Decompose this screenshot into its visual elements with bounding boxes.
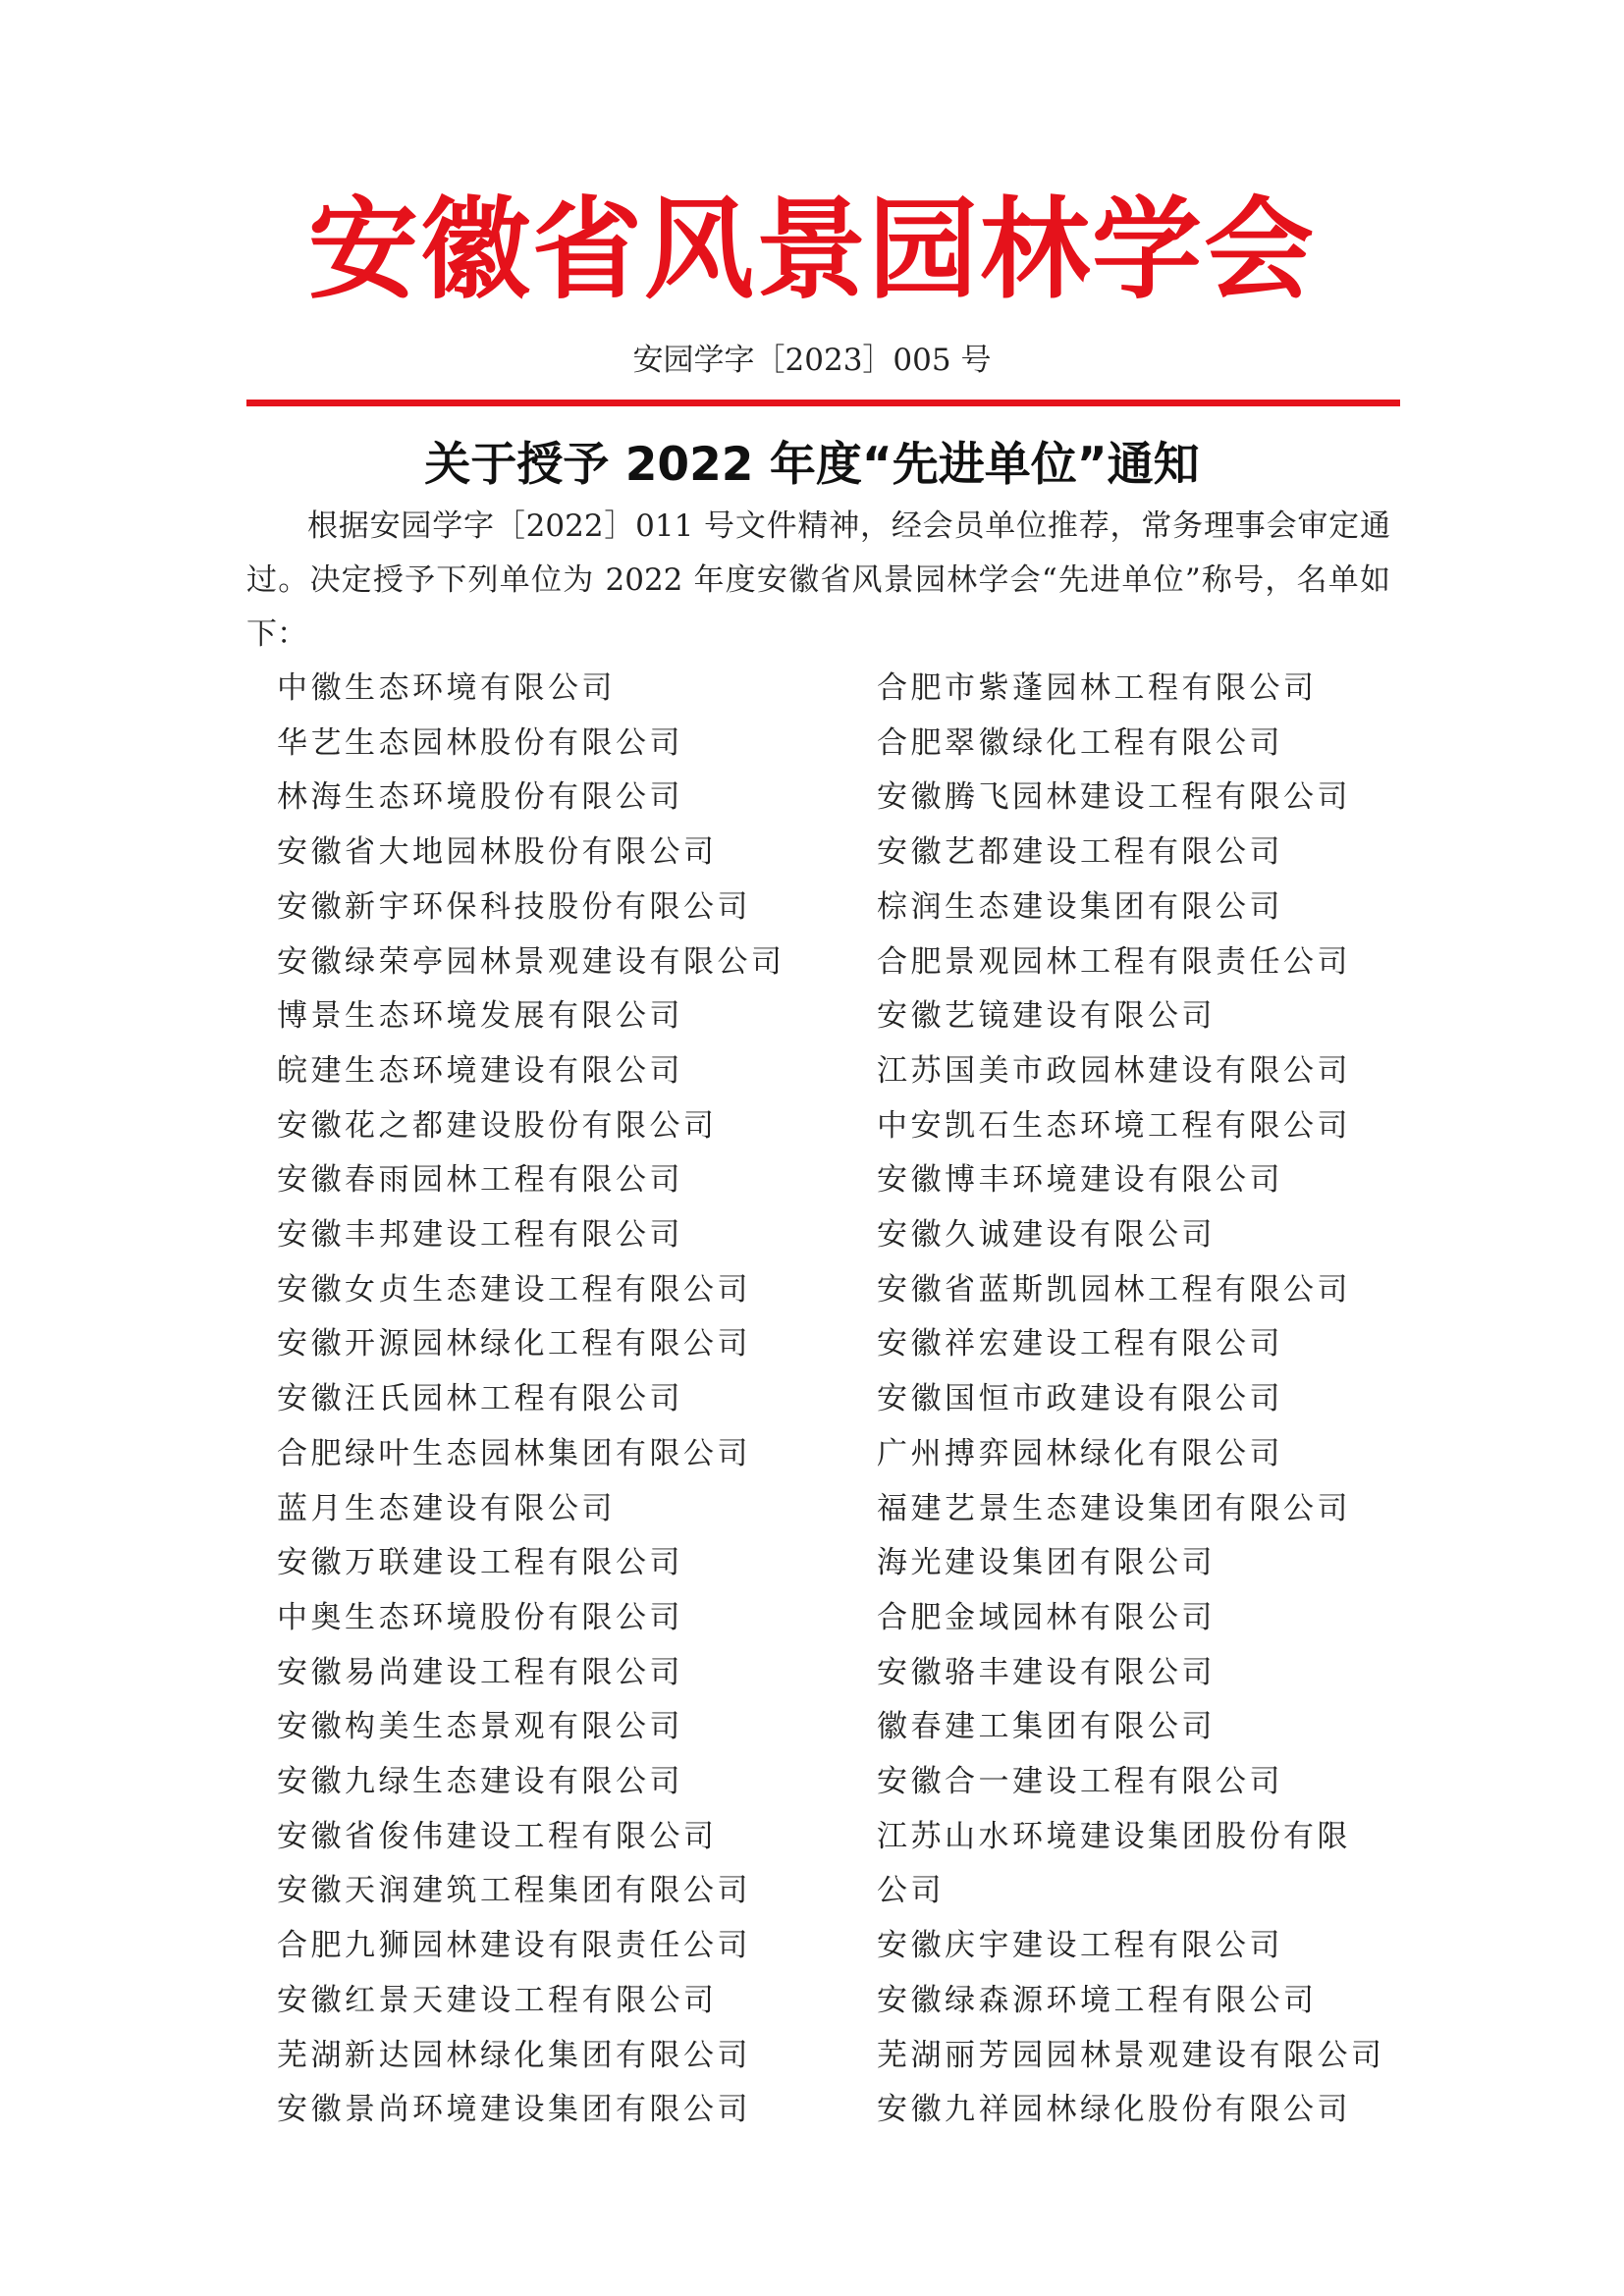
- unit-list-item: 博景生态环境发展有限公司: [277, 998, 683, 1035]
- unit-list-item: 安徽汪氏园林工程有限公司: [277, 1381, 683, 1417]
- unit-list-item: 华艺生态园林股份有限公司: [277, 724, 683, 761]
- unit-list-item: 安徽合一建设工程有限公司: [877, 1764, 1283, 1800]
- unit-list-item: 中安凯石生态环境工程有限公司: [877, 1107, 1351, 1144]
- unit-list-item: 安徽绿森源环境工程有限公司: [877, 1982, 1318, 2018]
- unit-list-item: 安徽省大地园林股份有限公司: [277, 834, 718, 871]
- unit-list-item: 林海生态环境股份有限公司: [277, 779, 683, 816]
- masthead-org-name: 安徽省风景园林学会: [308, 187, 1316, 314]
- unit-list-item: 安徽庆宇建设工程有限公司: [877, 1928, 1283, 1964]
- unit-list-item-continuation: 公司: [877, 1873, 945, 1909]
- unit-list-item: 合肥翠徽绿化工程有限公司: [877, 724, 1283, 761]
- unit-list-item: 安徽省俊伟建设工程有限公司: [277, 1818, 718, 1854]
- unit-list-item: 合肥市紫蓬园林工程有限公司: [877, 670, 1318, 706]
- unit-list-item: 安徽艺镜建设有限公司: [877, 998, 1216, 1035]
- unit-list-item: 安徽省蓝斯凯园林工程有限公司: [877, 1271, 1351, 1308]
- unit-list-item: 福建艺景生态建设集团有限公司: [877, 1490, 1351, 1526]
- unit-list-item: 芜湖新达园林绿化集团有限公司: [277, 2037, 751, 2073]
- unit-list-item: 棕润生态建设集团有限公司: [877, 888, 1283, 925]
- unit-list-item: 中奥生态环境股份有限公司: [277, 1599, 683, 1635]
- notice-intro-paragraph: 根据安园学字［2022］011 号文件精神，经会员单位推荐，常务理事会审定通过。决定授予下列单位为 2022 年度安徽省风景园林学会“先进单位”称号，名单如下：: [246, 508, 1390, 652]
- unit-list-item: 江苏山水环境建设集团股份有限: [877, 1818, 1351, 1854]
- unit-list-item: 安徽丰邦建设工程有限公司: [277, 1217, 683, 1254]
- header-divider: [246, 400, 1400, 406]
- unit-list-item: 海光建设集团有限公司: [877, 1545, 1216, 1581]
- document-number: 安园学字［2023］005 号: [632, 343, 992, 378]
- unit-list-item: 安徽开源园林绿化工程有限公司: [277, 1326, 751, 1362]
- unit-list-item: 安徽九祥园林绿化股份有限公司: [877, 2092, 1351, 2128]
- unit-list-item: 安徽万联建设工程有限公司: [277, 1545, 683, 1581]
- units-list-right: [877, 662, 1407, 2138]
- unit-list-item: 安徽艺都建设工程有限公司: [877, 834, 1283, 871]
- unit-list-item: 江苏国美市政园林建设有限公司: [877, 1052, 1351, 1089]
- unit-list-item: 蓝月生态建设有限公司: [277, 1490, 616, 1526]
- unit-list-item: 安徽天润建筑工程集团有限公司: [277, 1873, 751, 1909]
- unit-list-item: 芜湖丽芳园园林景观建设有限公司: [877, 2037, 1385, 2073]
- unit-list-item: 安徽景尚环境建设集团有限公司: [277, 2092, 751, 2128]
- unit-list-item: 安徽绿荣亭园林景观建设有限公司: [277, 943, 785, 980]
- unit-list-item: 安徽腾飞园林建设工程有限公司: [877, 779, 1351, 816]
- unit-list-item: 安徽花之都建设股份有限公司: [277, 1107, 718, 1144]
- notice-title: 关于授予 2022 年度“先进单位”通知: [424, 438, 1200, 492]
- unit-list-item: 安徽久诚建设有限公司: [877, 1217, 1216, 1254]
- unit-list-item: 安徽构美生态景观有限公司: [277, 1709, 683, 1745]
- unit-list-item: 安徽国恒市政建设有限公司: [877, 1381, 1283, 1417]
- unit-list-item: 安徽九绿生态建设有限公司: [277, 1764, 683, 1800]
- unit-list-item: 安徽红景天建设工程有限公司: [277, 1982, 718, 2018]
- unit-list-item: 合肥九狮园林建设有限责任公司: [277, 1928, 751, 1964]
- unit-list-item: 安徽春雨园林工程有限公司: [277, 1162, 683, 1199]
- unit-list-item: 安徽女贞生态建设工程有限公司: [277, 1271, 751, 1308]
- unit-list-item: 安徽博丰环境建设有限公司: [877, 1162, 1283, 1199]
- unit-list-item: 皖建生态环境建设有限公司: [277, 1052, 683, 1089]
- unit-list-item: 安徽祥宏建设工程有限公司: [877, 1326, 1283, 1362]
- unit-list-item: 广州搏弈园林绿化有限公司: [877, 1435, 1283, 1471]
- unit-list-item: 中徽生态环境有限公司: [277, 670, 616, 706]
- unit-list-item: 安徽骆丰建设有限公司: [877, 1654, 1216, 1690]
- units-list-left: [277, 662, 837, 2138]
- unit-list-item: 合肥金域园林有限公司: [877, 1599, 1216, 1635]
- unit-list-item: 合肥景观园林工程有限责任公司: [877, 943, 1351, 980]
- unit-list-item: 安徽易尚建设工程有限公司: [277, 1654, 683, 1690]
- unit-list-item: 合肥绿叶生态园林集团有限公司: [277, 1435, 751, 1471]
- unit-list-item: 安徽新宇环保科技股份有限公司: [277, 888, 751, 925]
- unit-list-item: 徽春建工集团有限公司: [877, 1709, 1216, 1745]
